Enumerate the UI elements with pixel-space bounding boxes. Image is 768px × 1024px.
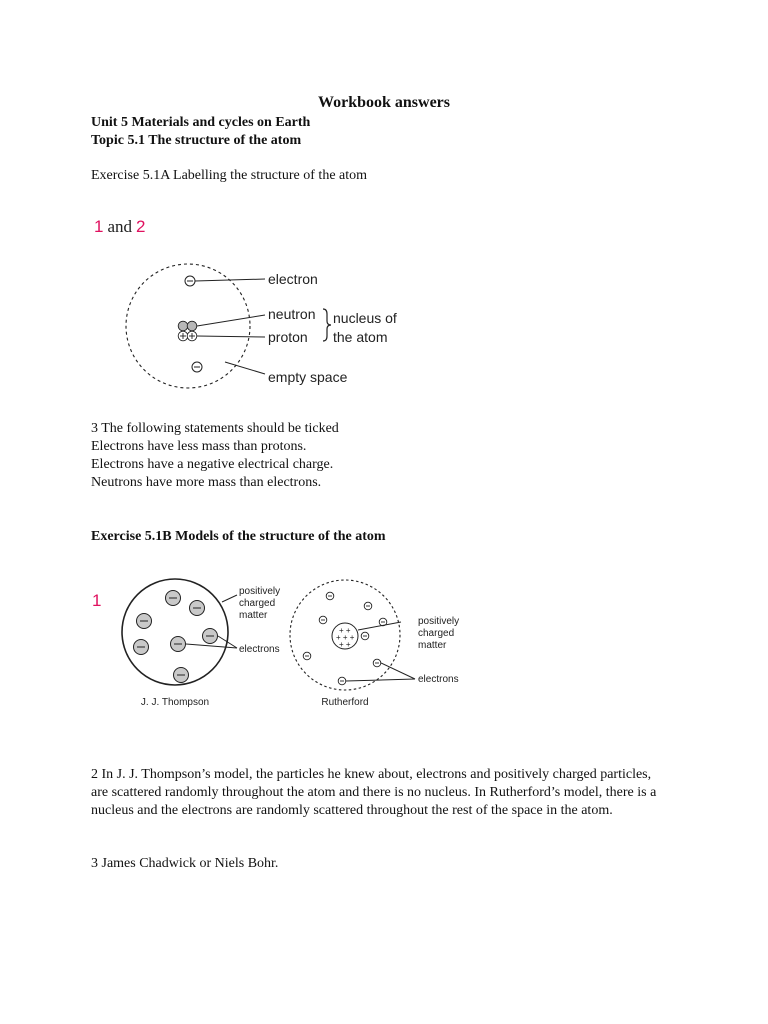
figure-a-heading	[94, 217, 145, 237]
label-nucleus-line2: the atom	[333, 329, 388, 345]
svg-text:+ +: + +	[339, 626, 351, 635]
page-title: Workbook answers	[317, 94, 451, 111]
rutherford-model	[290, 580, 459, 708]
empty-space-pointer	[225, 362, 265, 374]
thompson-label-electrons: electrons	[239, 644, 280, 655]
thompson-label-positive-1: positively	[239, 586, 281, 597]
q3-intro: 3 The following statements should be ticked	[91, 421, 339, 436]
neutron-pointer	[197, 315, 265, 326]
proton-symbol-icon	[178, 331, 197, 341]
rutherford-caption: Rutherford	[321, 697, 369, 708]
neutron-symbol-icon	[178, 321, 197, 331]
electron-symbol-icon	[192, 362, 202, 372]
exercise-a-title: Exercise 5.1A Labelling the structure of the atom	[91, 168, 368, 183]
exercise-b-title: Exercise 5.1B Models of the structure of the atom	[91, 529, 386, 544]
thompson-label-positive-3: matter	[239, 610, 268, 621]
statement-1: Electrons have less mass than protons.	[91, 439, 307, 454]
thompson-label-positive-2: charged	[239, 598, 276, 609]
atom-structure-diagram	[115, 260, 435, 400]
electron-symbol-icon	[185, 276, 195, 286]
figure-a-number-1: 1	[94, 217, 104, 236]
nucleus-brace	[323, 309, 331, 341]
figure-a-and: and	[107, 217, 133, 236]
unit-heading: Unit 5 Materials and cycles on Earth	[91, 115, 311, 130]
svg-text:+ + +: + + +	[336, 633, 355, 642]
atom-models-diagram	[118, 580, 498, 710]
answer-3: 3 James Chadwick or Niels Bohr.	[91, 856, 279, 871]
rutherford-label-positive-2: charged	[418, 628, 455, 639]
proton-pointer	[197, 336, 265, 337]
label-electron: electron	[268, 271, 318, 287]
label-proton: proton	[268, 329, 308, 345]
figure-a-number-2: 2	[136, 217, 146, 236]
statement-3: Neutrons have more mass than electrons.	[91, 475, 322, 490]
statement-2: Electrons have a negative electrical charge.	[91, 457, 334, 472]
thompson-caption: J. J. Thompson	[140, 697, 210, 708]
label-neutron: neutron	[268, 306, 316, 322]
svg-text:+ +: + +	[339, 640, 351, 649]
label-nucleus-line1: nucleus of	[333, 310, 397, 326]
rutherford-label-electrons: electrons	[418, 674, 459, 685]
answer-2: 2 In J. J. Thompson’s model, the particles he knew about, electrons and positively charged particles, are scattered randomly throughout the atom and there is no nucleus. In Rutherford’s model, there is a nucleus and the electrons are randomly scattered throughout the rest of the space in the atom.	[91, 767, 657, 819]
topic-heading: Topic 5.1 The structure of the atom	[91, 133, 302, 148]
label-empty-space: empty space	[268, 369, 348, 385]
rutherford-label-positive-3: matter	[418, 640, 447, 651]
figure-b-number-1: 1	[92, 591, 102, 610]
thompson-model	[122, 579, 280, 708]
rutherford-label-positive-1: positively	[418, 616, 460, 627]
rutherford-nucleus	[332, 623, 358, 649]
